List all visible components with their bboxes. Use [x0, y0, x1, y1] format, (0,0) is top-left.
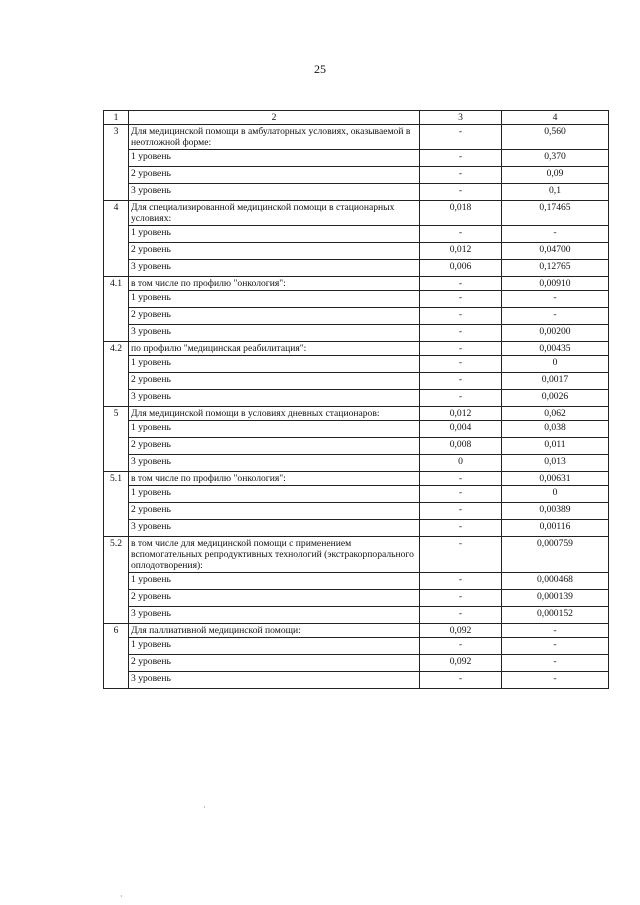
level-value-col3: -	[420, 607, 502, 624]
table-row	[104, 390, 609, 407]
row-number: 5	[104, 407, 129, 472]
table-row	[104, 624, 609, 638]
row-value-col4: 0,062	[502, 407, 609, 421]
level-value-col4: 0,000139	[502, 590, 609, 607]
table-row	[104, 638, 609, 655]
row-number: 6	[104, 624, 129, 689]
level-value-col4: 0,0026	[502, 390, 609, 407]
level-value-col4: 0,011	[502, 438, 609, 455]
page-number: 25	[314, 62, 326, 76]
table-row	[104, 167, 609, 184]
row-value-col4: 0,17465	[502, 201, 609, 226]
level-label: 2 уровень	[129, 308, 420, 325]
row-number: 4.2	[104, 342, 129, 407]
row-label: по профилю "медицинская реабилитация":	[129, 342, 420, 356]
table-header-row	[104, 111, 609, 125]
row-value-col3: -	[420, 537, 502, 573]
level-label: 1 уровень	[129, 291, 420, 308]
table-row	[104, 407, 609, 421]
level-label: 1 уровень	[129, 421, 420, 438]
level-label: 2 уровень	[129, 243, 420, 260]
level-value-col3: -	[420, 573, 502, 590]
row-value-col4: 0,00435	[502, 342, 609, 356]
level-value-col3: -	[420, 325, 502, 342]
row-value-col4: 0,00910	[502, 277, 609, 291]
level-value-col4: -	[502, 638, 609, 655]
table-row	[104, 260, 609, 277]
row-value-col4: -	[502, 624, 609, 638]
table-row	[104, 520, 609, 537]
table-row	[104, 226, 609, 243]
table-row	[104, 325, 609, 342]
row-value-col3: -	[420, 125, 502, 150]
table-row	[104, 472, 609, 486]
level-value-col3: -	[420, 486, 502, 503]
row-label: в том числе по профилю "онкология":	[129, 277, 420, 291]
level-label: 2 уровень	[129, 503, 420, 520]
level-value-col3: -	[420, 291, 502, 308]
table-row	[104, 607, 609, 624]
table-row	[104, 201, 609, 226]
level-value-col3: 0,092	[420, 655, 502, 672]
level-value-col4: 0	[502, 486, 609, 503]
level-label: 1 уровень	[129, 573, 420, 590]
level-value-col3: 0,006	[420, 260, 502, 277]
level-value-col3: -	[420, 373, 502, 390]
norms-table	[103, 110, 609, 689]
row-value-col3: -	[420, 472, 502, 486]
row-label: Для медицинской помощи в условиях дневных стационаров:	[129, 407, 420, 421]
level-label: 2 уровень	[129, 167, 420, 184]
table-row	[104, 421, 609, 438]
level-value-col4: 0,09	[502, 167, 609, 184]
level-value-col3: -	[420, 150, 502, 167]
row-value-col3: 0,092	[420, 624, 502, 638]
table-row	[104, 537, 609, 573]
level-label: 2 уровень	[129, 373, 420, 390]
level-label: 3 уровень	[129, 184, 420, 201]
level-value-col3: -	[420, 503, 502, 520]
level-value-col4: 0,038	[502, 421, 609, 438]
row-value-col3: -	[420, 277, 502, 291]
header-col-4: 4	[502, 111, 609, 125]
level-label: 2 уровень	[129, 590, 420, 607]
level-value-col4: 0,000152	[502, 607, 609, 624]
level-label: 1 уровень	[129, 356, 420, 373]
level-label: 2 уровень	[129, 438, 420, 455]
row-number: 4	[104, 201, 129, 277]
header-col-2: 2	[129, 111, 420, 125]
level-value-col4: -	[502, 308, 609, 325]
level-value-col3: -	[420, 184, 502, 201]
level-label: 3 уровень	[129, 607, 420, 624]
scan-speck: ·	[203, 803, 206, 812]
row-label: в том числе для медицинской помощи с применением вспомогательных репродуктивных технологий (экстракорпорального оплодотворения):	[129, 537, 420, 573]
level-value-col4: 0,00116	[502, 520, 609, 537]
row-label: Для паллиативной медицинской помощи:	[129, 624, 420, 638]
row-value-col4: 0,00631	[502, 472, 609, 486]
level-value-col4: -	[502, 672, 609, 689]
table-row	[104, 373, 609, 390]
level-label: 3 уровень	[129, 390, 420, 407]
level-label: 1 уровень	[129, 638, 420, 655]
level-label: 1 уровень	[129, 226, 420, 243]
table-row	[104, 125, 609, 150]
level-label: 1 уровень	[129, 486, 420, 503]
level-value-col3: -	[420, 167, 502, 184]
row-number: 5.2	[104, 537, 129, 624]
row-number: 4.1	[104, 277, 129, 342]
level-value-col4: 0,000468	[502, 573, 609, 590]
table-row	[104, 486, 609, 503]
table-row	[104, 672, 609, 689]
row-label: в том числе по профилю "онкология":	[129, 472, 420, 486]
row-label: Для медицинской помощи в амбулаторных условиях, оказываемой в неотложной форме:	[129, 125, 420, 150]
level-value-col4: -	[502, 655, 609, 672]
header-col-1: 1	[104, 111, 129, 125]
level-value-col4: 0,0017	[502, 373, 609, 390]
level-value-col3: -	[420, 356, 502, 373]
table-row	[104, 342, 609, 356]
level-value-col4: 0,12765	[502, 260, 609, 277]
level-value-col4: 0,370	[502, 150, 609, 167]
row-number: 5.1	[104, 472, 129, 537]
level-value-col4: 0	[502, 356, 609, 373]
table-row	[104, 590, 609, 607]
row-number: 3	[104, 125, 129, 201]
level-value-col4: 0,1	[502, 184, 609, 201]
table-row	[104, 573, 609, 590]
level-value-col4: 0,013	[502, 455, 609, 472]
table-row	[104, 655, 609, 672]
level-value-col3: 0,012	[420, 243, 502, 260]
table-row	[104, 438, 609, 455]
level-label: 3 уровень	[129, 455, 420, 472]
level-value-col3: -	[420, 390, 502, 407]
level-value-col3: -	[420, 308, 502, 325]
level-value-col3: -	[420, 672, 502, 689]
level-label: 1 уровень	[129, 150, 420, 167]
row-value-col3: 0,012	[420, 407, 502, 421]
table-row	[104, 308, 609, 325]
row-value-col4: 0,560	[502, 125, 609, 150]
level-label: 3 уровень	[129, 260, 420, 277]
level-value-col3: -	[420, 638, 502, 655]
level-value-col3: -	[420, 226, 502, 243]
table-row	[104, 243, 609, 260]
scan-speck: ·	[120, 892, 123, 901]
table-body	[104, 111, 609, 689]
level-label: 3 уровень	[129, 325, 420, 342]
row-label: Для специализированной медицинской помощи в стационарных условиях:	[129, 201, 420, 226]
table-row	[104, 503, 609, 520]
row-value-col3: 0,018	[420, 201, 502, 226]
level-value-col3: -	[420, 590, 502, 607]
level-label: 3 уровень	[129, 520, 420, 537]
level-value-col4: 0,00389	[502, 503, 609, 520]
level-value-col4: 0,04700	[502, 243, 609, 260]
level-label: 3 уровень	[129, 672, 420, 689]
header-col-3: 3	[420, 111, 502, 125]
level-value-col3: 0,004	[420, 421, 502, 438]
table-row	[104, 150, 609, 167]
table-row	[104, 455, 609, 472]
level-value-col3: 0	[420, 455, 502, 472]
level-value-col4: 0,00200	[502, 325, 609, 342]
row-value-col3: -	[420, 342, 502, 356]
level-value-col3: 0,008	[420, 438, 502, 455]
level-value-col4: -	[502, 291, 609, 308]
table-row	[104, 184, 609, 201]
row-value-col4: 0,000759	[502, 537, 609, 573]
table-row	[104, 291, 609, 308]
level-value-col4: -	[502, 226, 609, 243]
table-row	[104, 356, 609, 373]
level-label: 2 уровень	[129, 655, 420, 672]
table-row	[104, 277, 609, 291]
level-value-col3: -	[420, 520, 502, 537]
